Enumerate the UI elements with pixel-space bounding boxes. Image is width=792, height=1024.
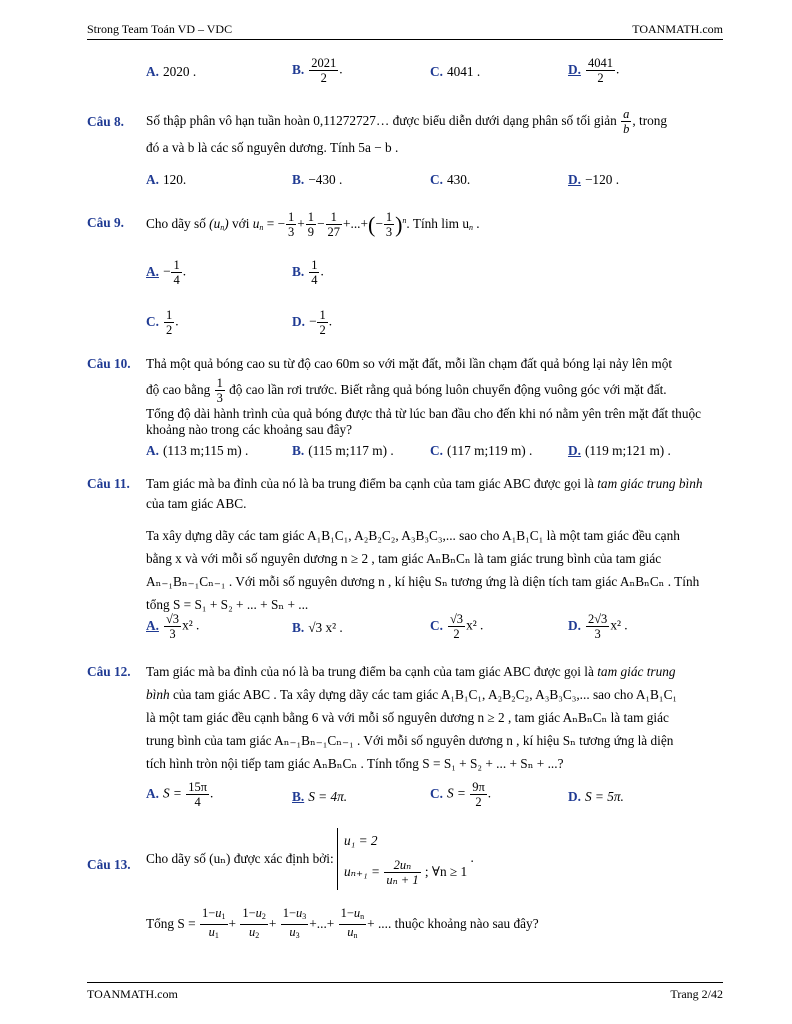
header-right: TOANMATH.com bbox=[632, 22, 723, 36]
question-12-label: Câu 12. bbox=[87, 664, 131, 679]
header-left: Strong Team Toán VD – VDC bbox=[87, 22, 233, 36]
footer-page-number: Trang 2/42 bbox=[670, 987, 723, 1001]
option-b-label: B. bbox=[292, 61, 305, 77]
question-9-label: Câu 9. bbox=[87, 215, 124, 230]
question-11-label: Câu 11. bbox=[87, 476, 130, 491]
option-b-fraction: $\frac{2021}{2}$ bbox=[311, 56, 337, 85]
option-c-text: 4041 . bbox=[446, 64, 481, 79]
question-13-sum: Tổng S = $\frac{1-u_1}{u_1}$ + $\frac{1-u_2}{u_2}$ + $\frac{1-u_3}{u_3}$ +...+ $\frac{1-u_n}{u_n}$ + .... thuộc khoảng nào sau đây? bbox=[146, 906, 539, 941]
question-10-label: Câu 10. bbox=[87, 356, 131, 371]
option-a-text: 2020 . bbox=[162, 64, 197, 79]
recurrence-system: u₁ = 2 uₙ₊₁ = $\frac{\text{2uₙ}}{\text{uₙ + 1}}$ ; ∀n ≥ 1 bbox=[337, 828, 467, 890]
option-d-label: D. bbox=[568, 61, 581, 77]
question-11-text: Tam giác mà ba đỉnh của nó là ba trung điểm ba cạnh của tam giác ABC được gọi là tam giác trung bình của tam giác ABC. Ta xây dựng dãy các tam giác A₁B₁C₁, A₂B₂C₂, A₃B₃C₃,... sao cho A₁B₁C₁ là một tam giác đều cạnh bằng x và với mỗi số nguyên dương n ≥ 2 , tam giác AₙBₙCₙ là tam giác trung bình của tam giác Aₙ₋₁Bₙ₋₁Cₙ₋₁ . Với mỗi số nguyên dương n , kí hiệu Sₙ tương ứng là diện tích tam giác AₙBₙCₙ . Tính tổng S = S₁ + S₂ + ... + Sₙ + ... bbox=[146, 476, 703, 612]
question-8-label: Câu 8. bbox=[87, 114, 124, 129]
footer-left: TOANMATH.com bbox=[87, 987, 178, 1001]
option-a-label: A. bbox=[146, 64, 159, 79]
question-12-text: Tam giác mà ba đỉnh của nó là ba trung điểm ba cạnh của tam giác ABC được gọi là tam giác trung bình của tam giác ABC . Ta xây dựng dãy các tam giác A₁B₁C₁, A₂B₂C₂, A₃B₃C₃,... sao cho A₁B₁C₁ là một tam giác đều cạnh bằng 6 và với mỗi số nguyên dương n ≥ 2 , tam giác AₙBₙCₙ là tam giác trung bình của tam giác Aₙ₋₁Bₙ₋₁Cₙ₋₁ . Với mỗi số nguyên dương n , kí hiệu Sₙ tương ứng là diện tích hình tròn nội tiếp tam giác AₙBₙCₙ . Tính tổng S = S₁ + S₂ + ... + Sₙ + ...? bbox=[146, 664, 678, 771]
question-13-text: Cho dãy số (uₙ) được xác định bởi: u₁ = 2 uₙ₊₁ = $\frac{\text{2uₙ}}{\text{uₙ + 1}}$ ; ∀n ≥ 1 . bbox=[146, 828, 724, 890]
question-10-text: Thả một quả bóng cao su từ độ cao 60m so với mặt đất, mỗi lần chạm đất quả bóng lại nảy lên một độ cao bằng $\frac{1}{3}$ độ cao lần rơi trước. Biết rằng quả bóng luôn chuyển động vuông góc với mặt đất. Tổng độ dài hành trình của quả bóng được thả từ lúc ban đầu cho đến khi nó nằm yên trên mặt đất thuộc khoảng nào trong các khoảng sau đây? bbox=[146, 356, 702, 437]
question-8-fraction: $\frac{a}{b}$ bbox=[623, 107, 630, 137]
page-footer bbox=[87, 982, 723, 1002]
option-c-label: C. bbox=[430, 64, 443, 79]
option-d-fraction: $\frac{4041}{2}$ bbox=[587, 56, 613, 85]
page-header bbox=[87, 22, 723, 40]
question-9-text: Cho dãy số $(u_n)$ với $u_n$ = − $\frac{1}{3}$ + $\frac{1}{9}$ − $\frac{1}{27}$ +...+(− $\frac{1}{3}$ )$^n$. Tính $\lim u_n$ . bbox=[146, 210, 480, 240]
question-8-text: Số thập phân vô hạn tuần hoàn 0,11272727… được biểu diễn dưới dạng phân số tối giản $\frac{a}{b}$ , trong đó a và b là các số nguyên dương. Tính 5a − b . bbox=[146, 107, 668, 155]
question-13-label: Câu 13. bbox=[87, 857, 131, 872]
